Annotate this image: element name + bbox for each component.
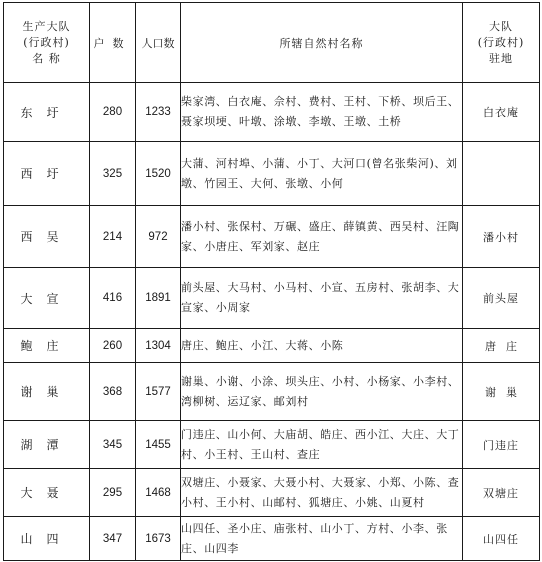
- seat-value: 双塘庄: [463, 469, 540, 517]
- table-row: [4, 329, 540, 363]
- brigade-name: 湖潭: [4, 421, 90, 469]
- header-seat: [463, 3, 540, 83]
- header-name-line3: 名 称: [32, 51, 61, 65]
- table-row: [4, 421, 540, 469]
- table-row: [4, 268, 540, 329]
- header-seat-line1: 大队: [489, 19, 513, 33]
- villages-list: 大蒲、河村埠、小蒲、小丁、大河口(曾名张柴河)、刘墩、竹园王、大何、张墩、小何: [181, 142, 463, 206]
- population-value: 1577: [136, 363, 181, 421]
- villages-list: 双塘庄、小聂家、大聂小村、大聂家、小郑、小陈、查小村、王小村、山邮村、狐塘庄、小姚、山夏村: [181, 469, 463, 517]
- households-value: 345: [90, 421, 136, 469]
- brigade-name: 大宣: [4, 268, 90, 329]
- brigade-name: 西吴: [4, 206, 90, 268]
- seat-value: 门违庄: [463, 421, 540, 469]
- population-value: 1891: [136, 268, 181, 329]
- villages-list: 山四任、圣小庄、庙张村、山小丁、方村、小李、张庄、山四李: [181, 517, 463, 561]
- households-value: 214: [90, 206, 136, 268]
- header-seat-line2: (行政村): [477, 35, 525, 49]
- table-row: [4, 206, 540, 268]
- villages-list: 门违庄、山小何、大庙胡、皓庄、西小江、大庄、大丁村、小王村、王山村、查庄: [181, 421, 463, 469]
- table-row: [4, 142, 540, 206]
- households-value: 347: [90, 517, 136, 561]
- header-households: 户数: [90, 3, 136, 83]
- population-value: 1233: [136, 83, 181, 142]
- population-value: 1520: [136, 142, 181, 206]
- header-population: 人口数: [136, 3, 181, 83]
- villages-list: 潘小村、张保村、万碾、盛庄、薛镇黄、西吴村、汪陶家、小唐庄、军刘家、赵庄: [181, 206, 463, 268]
- seat-value: 谢巢: [463, 363, 540, 421]
- seat-value: [463, 142, 540, 206]
- households-value: 325: [90, 142, 136, 206]
- header-name-line2: (行政村): [23, 35, 70, 49]
- header-villages: 所辖自然村名称: [181, 3, 463, 83]
- households-value: 416: [90, 268, 136, 329]
- seat-value: 山四任: [463, 517, 540, 561]
- seat-value: 唐庄: [463, 329, 540, 363]
- table-row: [4, 83, 540, 142]
- villages-list: 唐庄、鲍庄、小江、大蒋、小陈: [181, 329, 463, 363]
- seat-value: 潘小村: [463, 206, 540, 268]
- brigade-name: 谢巢: [4, 363, 90, 421]
- population-value: 972: [136, 206, 181, 268]
- population-value: 1304: [136, 329, 181, 363]
- header-seat-line3: 驻地: [489, 51, 513, 65]
- brigade-name: 山四: [4, 517, 90, 561]
- header-brigade-name: [4, 3, 90, 83]
- brigade-village-table: [3, 2, 540, 561]
- villages-list: 柴家湾、白衣庵、佘村、费村、王村、下桥、坝后王、聂家坝埂、叶墩、涂墩、李墩、王墩、土桥: [181, 83, 463, 142]
- seat-value: 白衣庵: [463, 83, 540, 142]
- brigade-name: 鲍庄: [4, 329, 90, 363]
- table-header-row: [4, 3, 540, 83]
- households-value: 295: [90, 469, 136, 517]
- population-value: 1673: [136, 517, 181, 561]
- seat-value: 前头屋: [463, 268, 540, 329]
- population-value: 1455: [136, 421, 181, 469]
- table-row: [4, 517, 540, 561]
- brigade-name: 大聂: [4, 469, 90, 517]
- header-name-line1: 生产大队: [22, 19, 71, 33]
- households-value: 280: [90, 83, 136, 142]
- table-row: [4, 469, 540, 517]
- brigade-name: 东圩: [4, 83, 90, 142]
- table-row: [4, 363, 540, 421]
- households-value: 368: [90, 363, 136, 421]
- villages-list: 谢巢、小谢、小涂、坝头庄、小村、小杨家、小李村、湾柳树、运辽家、邮刘村: [181, 363, 463, 421]
- population-value: 1468: [136, 469, 181, 517]
- households-value: 260: [90, 329, 136, 363]
- villages-list: 前头屋、大马村、小马村、小宣、五房村、张胡李、大宣家、小周家: [181, 268, 463, 329]
- brigade-name: 西圩: [4, 142, 90, 206]
